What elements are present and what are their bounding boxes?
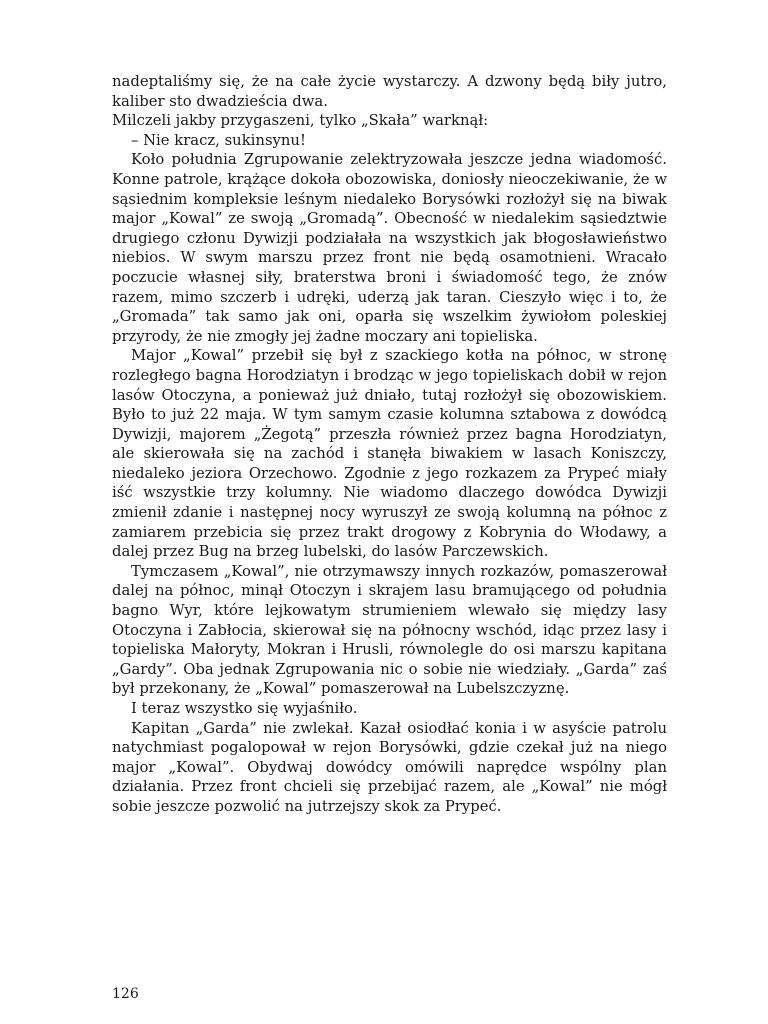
paragraph: Koło południa Zgrupowanie zelektryzowała jeszcze jedna wiadomość. Konne patrole, krążące dokoła obozowiska, doniosły nieoczekiwanie, że w sąsiednim kompleksie leśnym niedaleko Borysówki rozłożył się na biwak major „Kowal” ze swoją „Gromadą”. Obecność w niedalekim sąsiedztwie drugiego członu Dywizji podziałała na wszystkich jak błogosławieństwo niebios. W swym marszu przez front nie będą osamotnieni. Wracało poczucie własnej siły, braterstwa broni i świadomość tego, że znów razem, mimo szczerb i udręki, uderzą jak taran. Cieszyło więc i to, że „Gromada” tak samo jak oni, oparła się wszelkim żywiołom poleskiej przyrody, że nie zmogły jej żadne moczary ani topieliska. <box>112 151 667 345</box>
paragraph: Milczeli jakby przygaszeni, tylko „Skała” warknął: <box>112 112 489 130</box>
paragraph: Major „Kowal” przebił się był z szackiego kotła na północ, w stronę rozległego bagna Horodziatyn i brodząc w jego topieliskach dobił w rejon lasów Otoczyna, a ponieważ już dniało, tutaj rozłożył się obozowiskiem. Było to już 22 maja. W tym samym czasie kolumna sztabowa z dowódcą Dywizji, majorem „Żegotą” przeszła również przez bagna Horodziatyn, ale skierowała się na zachód i stanęła biwakiem w lasach Koniszczy, niedaleko jeziora Orzechowo. Zgodnie z jego rozkazem za Prypeć miały iść wszystkie trzy kolumny. Nie wiadomo dlaczego dowódca Dywizji zmienił zdanie i następnej nocy wyruszył ze swoją kolumną na północ z zamiarem przebicia się przez trakt drogowy z Kobrynia do Włodawy, a dalej przez Bug na brzeg lubelski, do lasów Parczewskich. <box>112 347 667 561</box>
paragraph: – Nie kracz, sukinsynu! <box>131 131 306 149</box>
page-body <box>112 72 667 817</box>
page-number: 126 <box>112 986 139 1002</box>
paragraph: I teraz wszystko się wyjaśniło. <box>131 700 358 717</box>
paragraph: Kapitan „Garda” nie zwlekał. Kazał osiodłać konia i w asyście patrolu natychmiast pogalopował w rejon Borysówki, gdzie czekał już na niego major „Kowal”. Obydwaj dowódcy omówili naprędce wspólny plan działania. Przez front chcieli się przebijać razem, ale „Kowal” nie mógł sobie jeszcze pozwolić na jutrzejszy skok za Prypeć. <box>112 719 667 815</box>
paragraph: nadeptaliśmy się, że na całe życie wystarczy. A dzwony będą biły jutro, kaliber sto dwadzieścia dwa. <box>112 73 667 110</box>
paragraph: Tymczasem „Kowal”, nie otrzymawszy innych rozkazów, pomaszerował dalej na północ, minął Otoczyn i skrajem lasu bramującego od południa bagno Wyr, które lejkowatym strumieniem wlewało się między lasy Otoczyna i Zabłocia, skierował się na północny wschód, idąc przez lasy i topieliska Małoryty, Mokran i Hrusli, równolegle do osi marszu kapitana „Gardy”. Oba jednak Zgrupowania nic o sobie nie wiedziały. „Garda” zaś był przekonany, że „Kowal” pomaszerował na Lubelszczyznę. <box>112 562 667 698</box>
